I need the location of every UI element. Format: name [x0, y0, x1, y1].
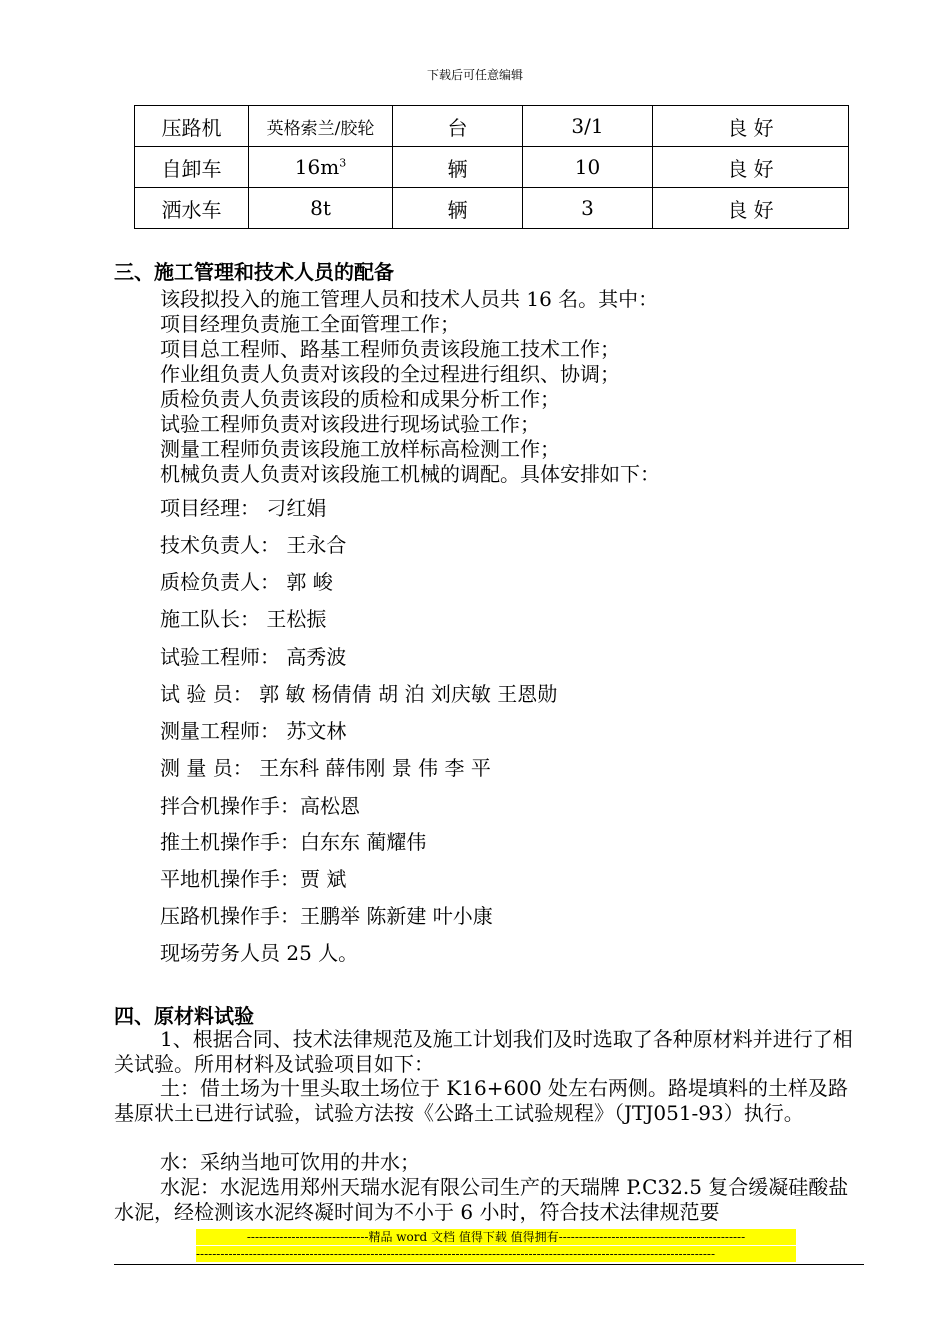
equipment-table: [134, 105, 849, 229]
staff-entry: 质检负责人： 郭 峻: [160, 570, 333, 594]
staff-entry: 压路机操作手：王鹏举 陈新建 叶小康: [160, 904, 493, 928]
equipment-condition: 良 好: [653, 188, 849, 229]
equipment-name: 压路机: [135, 106, 249, 147]
equipment-spec: 8t: [249, 188, 393, 229]
body-paragraph: [114, 1150, 866, 1175]
spec-superscript: 3: [339, 156, 347, 170]
equipment-condition: 良 好: [653, 147, 849, 188]
body-line: 质检负责人负责该段的质检和成果分析工作；: [160, 387, 560, 411]
equipment-spec: [249, 147, 393, 188]
body-paragraph: [114, 1076, 866, 1126]
staff-entry: 试 验 员： 郭 敏 杨倩倩 胡 泊 刘庆敏 王恩勋: [160, 682, 558, 706]
staff-entry: 测量工程师： 苏文林: [160, 719, 347, 743]
equipment-qty: 10: [523, 147, 653, 188]
section4-title: 四、原材料试验: [114, 1004, 254, 1028]
body-line: 项目总工程师、路基工程师负责该段施工技术工作；: [160, 337, 620, 361]
paragraph-text: 水泥：水泥选用郑州天瑞水泥有限公司生产的天瑞牌 P.C32.5 复合缓凝硅酸盐水泥，经检测该水泥终凝时间为不小于 6 小时，符合技术法律规范要: [114, 1175, 849, 1224]
equipment-unit: 辆: [393, 147, 523, 188]
body-paragraph: [114, 1175, 866, 1225]
spec-value: 16m: [294, 155, 340, 179]
footer-banner: ------------------------------精品 word 文档 值得下载 值得拥有----------------------------------------------: [196, 1229, 796, 1245]
staff-entry: 技术负责人： 王永合: [160, 533, 347, 557]
staff-entry: 推土机操作手：白东东 蔺耀伟: [160, 830, 427, 854]
paragraph-text: 水：采纳当地可饮用的井水；: [160, 1150, 420, 1174]
footer-rule: [114, 1264, 864, 1265]
table-row: [135, 147, 849, 188]
footer-dash-line: --------------------------------------------------------------------------------------------------------------------------------: [196, 1246, 796, 1262]
body-line: 机械负责人负责对该段施工机械的调配。具体安排如下：: [160, 462, 660, 486]
table-row: [135, 188, 849, 229]
staff-entry: 拌合机操作手：高松恩: [160, 794, 360, 818]
equipment-unit: 辆: [393, 188, 523, 229]
equipment-spec: 英格索兰/胶轮: [249, 106, 393, 147]
body-line: 该段拟投入的施工管理人员和技术人员共 16 名。其中：: [160, 287, 659, 311]
staff-entry: 施工队长： 王松振: [160, 607, 327, 631]
equipment-condition: 良 好: [653, 106, 849, 147]
equipment-qty: 3/1: [523, 106, 653, 147]
paragraph-text: 1、根据合同、技术法律规范及施工计划我们及时选取了各种原材料并进行了相关试验。所用材料及试验项目如下：: [114, 1027, 853, 1076]
body-line: 测量工程师负责该段施工放样标高检测工作；: [160, 437, 560, 461]
page-header: 下载后可任意编辑: [426, 68, 523, 82]
body-paragraph: [114, 1027, 866, 1077]
staff-entry: 项目经理： 刁红娟: [160, 496, 327, 520]
section3-title: 三、施工管理和技术人员的配备: [114, 260, 394, 284]
body-line: 试验工程师负责对该段进行现场试验工作；: [160, 412, 540, 436]
staff-entry: 平地机操作手：贾 斌: [160, 867, 347, 891]
staff-entry: 现场劳务人员 25 人。: [160, 941, 359, 965]
body-line: 项目经理负责施工全面管理工作；: [160, 312, 460, 336]
equipment-unit: 台: [393, 106, 523, 147]
equipment-qty: 3: [523, 188, 653, 229]
body-line: 作业组负责人负责对该段的全过程进行组织、协调；: [160, 362, 620, 386]
paragraph-text: 土：借土场为十里头取土场位于 K16+600 处左右两侧。路堤填料的土样及路基原状土已进行试验，试验方法按《公路土工试验规程》（JTJ051-93）执行。: [114, 1076, 849, 1125]
equipment-name: 自卸车: [135, 147, 249, 188]
staff-entry: 测 量 员： 王东科 薛伟刚 景 伟 李 平: [160, 756, 491, 780]
table-row: [135, 106, 849, 147]
equipment-name: 洒水车: [135, 188, 249, 229]
staff-entry: 试验工程师： 高秀波: [160, 645, 347, 669]
